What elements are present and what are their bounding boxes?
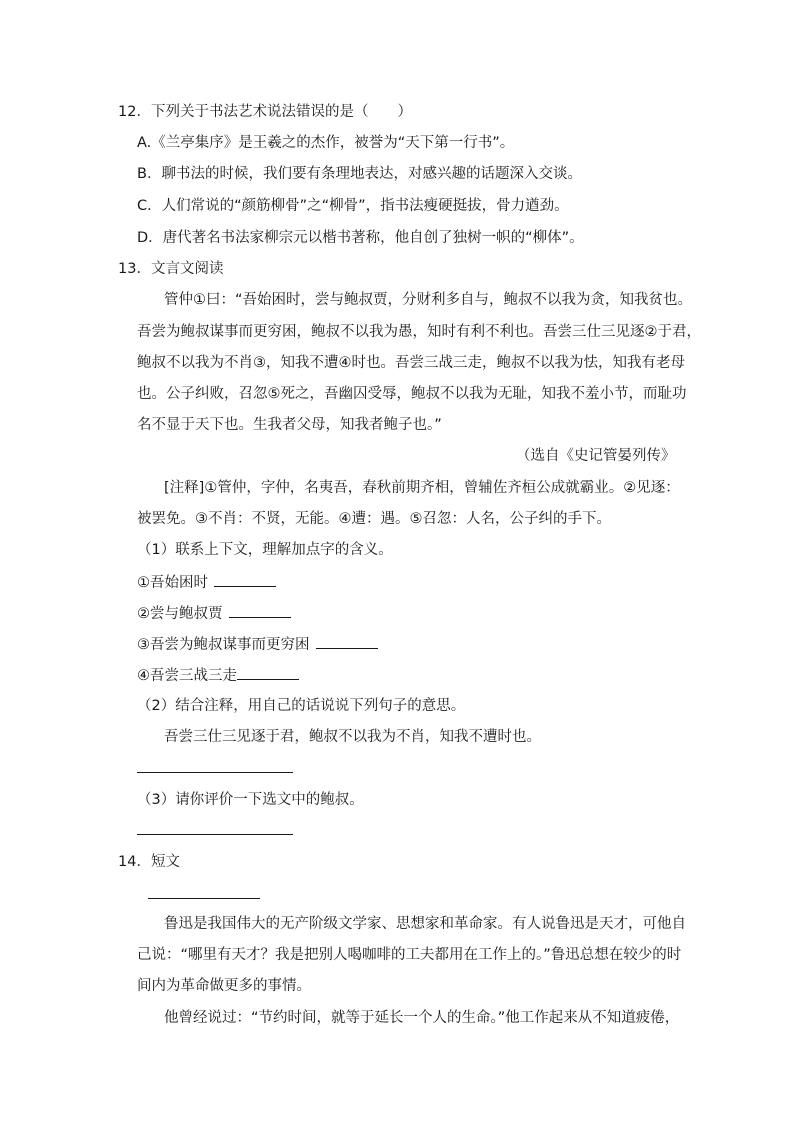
q13-notes-line-2: 被罢免。③不肖：不贤，无能。④遭：遇。⑤召忽：人名，公子纠的手下。 [137, 511, 611, 527]
answer-blank-2[interactable] [229, 602, 291, 618]
q13-passage-line-2: 吾尝为鲍叔谋事而更穷困，鲍叔不以我为愚，知时有利不利也。吾尝三仕三见逐②于君， [137, 324, 701, 340]
q13-sub2-prompt: （2）结合注释，用自己的话说说下列句子的意思。 [137, 698, 466, 714]
q13-sub1-item-4 [137, 664, 299, 686]
q13-sub1-item-2 [137, 602, 291, 624]
q13-title: 13．文言文阅读 [118, 261, 224, 277]
q12-option-b: B．聊书法的时候，我们要有条理地表达，对感兴趣的话题深入交谈。 [137, 166, 582, 182]
answer-line-sub2[interactable] [137, 772, 293, 773]
q13-sub1-item-1-text: ①吾始困时 [137, 575, 208, 591]
q14-paragraph1-line-1: 鲁迅是我国伟大的无产阶级文学家、思想家和革命家。有人说鲁迅是天才，可他自 [164, 916, 686, 932]
q12-stem: 12．下列关于书法艺术说法错误的是（ ） [118, 104, 412, 120]
answer-blank-1[interactable] [214, 571, 276, 587]
q13-sub1-item-1 [137, 571, 276, 593]
q14-paragraph1-line-2: 己说：“哪里有天才？我是把别人喝咖啡的工夫都用在工作上的。”鲁迅总想在较少的时 [137, 947, 682, 963]
answer-blank-3[interactable] [316, 633, 378, 649]
q13-sub1-item-3-text: ③吾尝为鲍叔谋事而更穷困 [137, 637, 310, 653]
q13-notes-line-1: [注释]①管仲，字仲，名夷吾，春秋前期齐相，曾辅佐齐桓公成就霸业。②见逐： [164, 480, 680, 496]
q13-sub3-prompt: （3）请你评价一下选文中的鲍叔。 [137, 792, 364, 808]
q12-option-c: C．人们常说的“颜筋柳骨”之“柳骨”，指书法瘦硬挺拔，骨力遒劲。 [137, 198, 569, 214]
q13-sub1-prompt: （1）联系上下文，理解加点字的含义。 [137, 542, 393, 558]
q13-sub1-item-2-text: ②尝与鲍叔贾 [137, 606, 223, 622]
answer-blank-4[interactable] [237, 664, 299, 680]
q13-passage-line-3: 鲍叔不以我为不肖③，知我不遭④时也。吾尝三战三走，鲍叔不以我为怯，知我有老母 [137, 355, 685, 371]
q13-passage-line-5: 名不显于天下也。生我者父母，知我者鲍子也。” [137, 417, 442, 433]
q12-option-d: D．唐代著名书法家柳宗元以楷书著称，他自创了独树一帜的“柳体”。 [137, 230, 584, 246]
q13-sub1-item-4-text: ④吾尝三战三走 [137, 668, 237, 684]
q13-sub2-sentence: 吾尝三仕三见逐于君，鲍叔不以我为不肖，知我不遭时也。 [164, 729, 541, 745]
q13-source: （选自《史记管晏列传》 [516, 448, 676, 464]
q13-passage-line-1: 管仲①曰：“吾始困时，尝与鲍叔贾，分财利多自与，鲍叔不以我为贪，知我贫也。 [164, 292, 693, 308]
q13-passage-line-4: 也。公子纠败，召忽⑤死之，吾幽囚受辱，鲍叔不以我为无耻，知我不羞小节，而耻功 [137, 386, 687, 402]
q12-option-a: A.《兰亭集序》是王羲之的杰作，被誉为“天下第一行书”。 [137, 135, 515, 151]
q13-sub1-item-3 [137, 633, 378, 655]
answer-line-title[interactable] [148, 898, 260, 899]
q14-paragraph1-line-3: 间内为革命做更多的事情。 [137, 978, 311, 994]
q14-paragraph2-line-1: 他曾经说过：“节约时间，就等于延长一个人的生命。”他工作起来从不知道疲倦， [164, 1010, 680, 1026]
answer-line-sub3[interactable] [137, 834, 293, 835]
q14-title: 14．短文 [118, 854, 180, 870]
